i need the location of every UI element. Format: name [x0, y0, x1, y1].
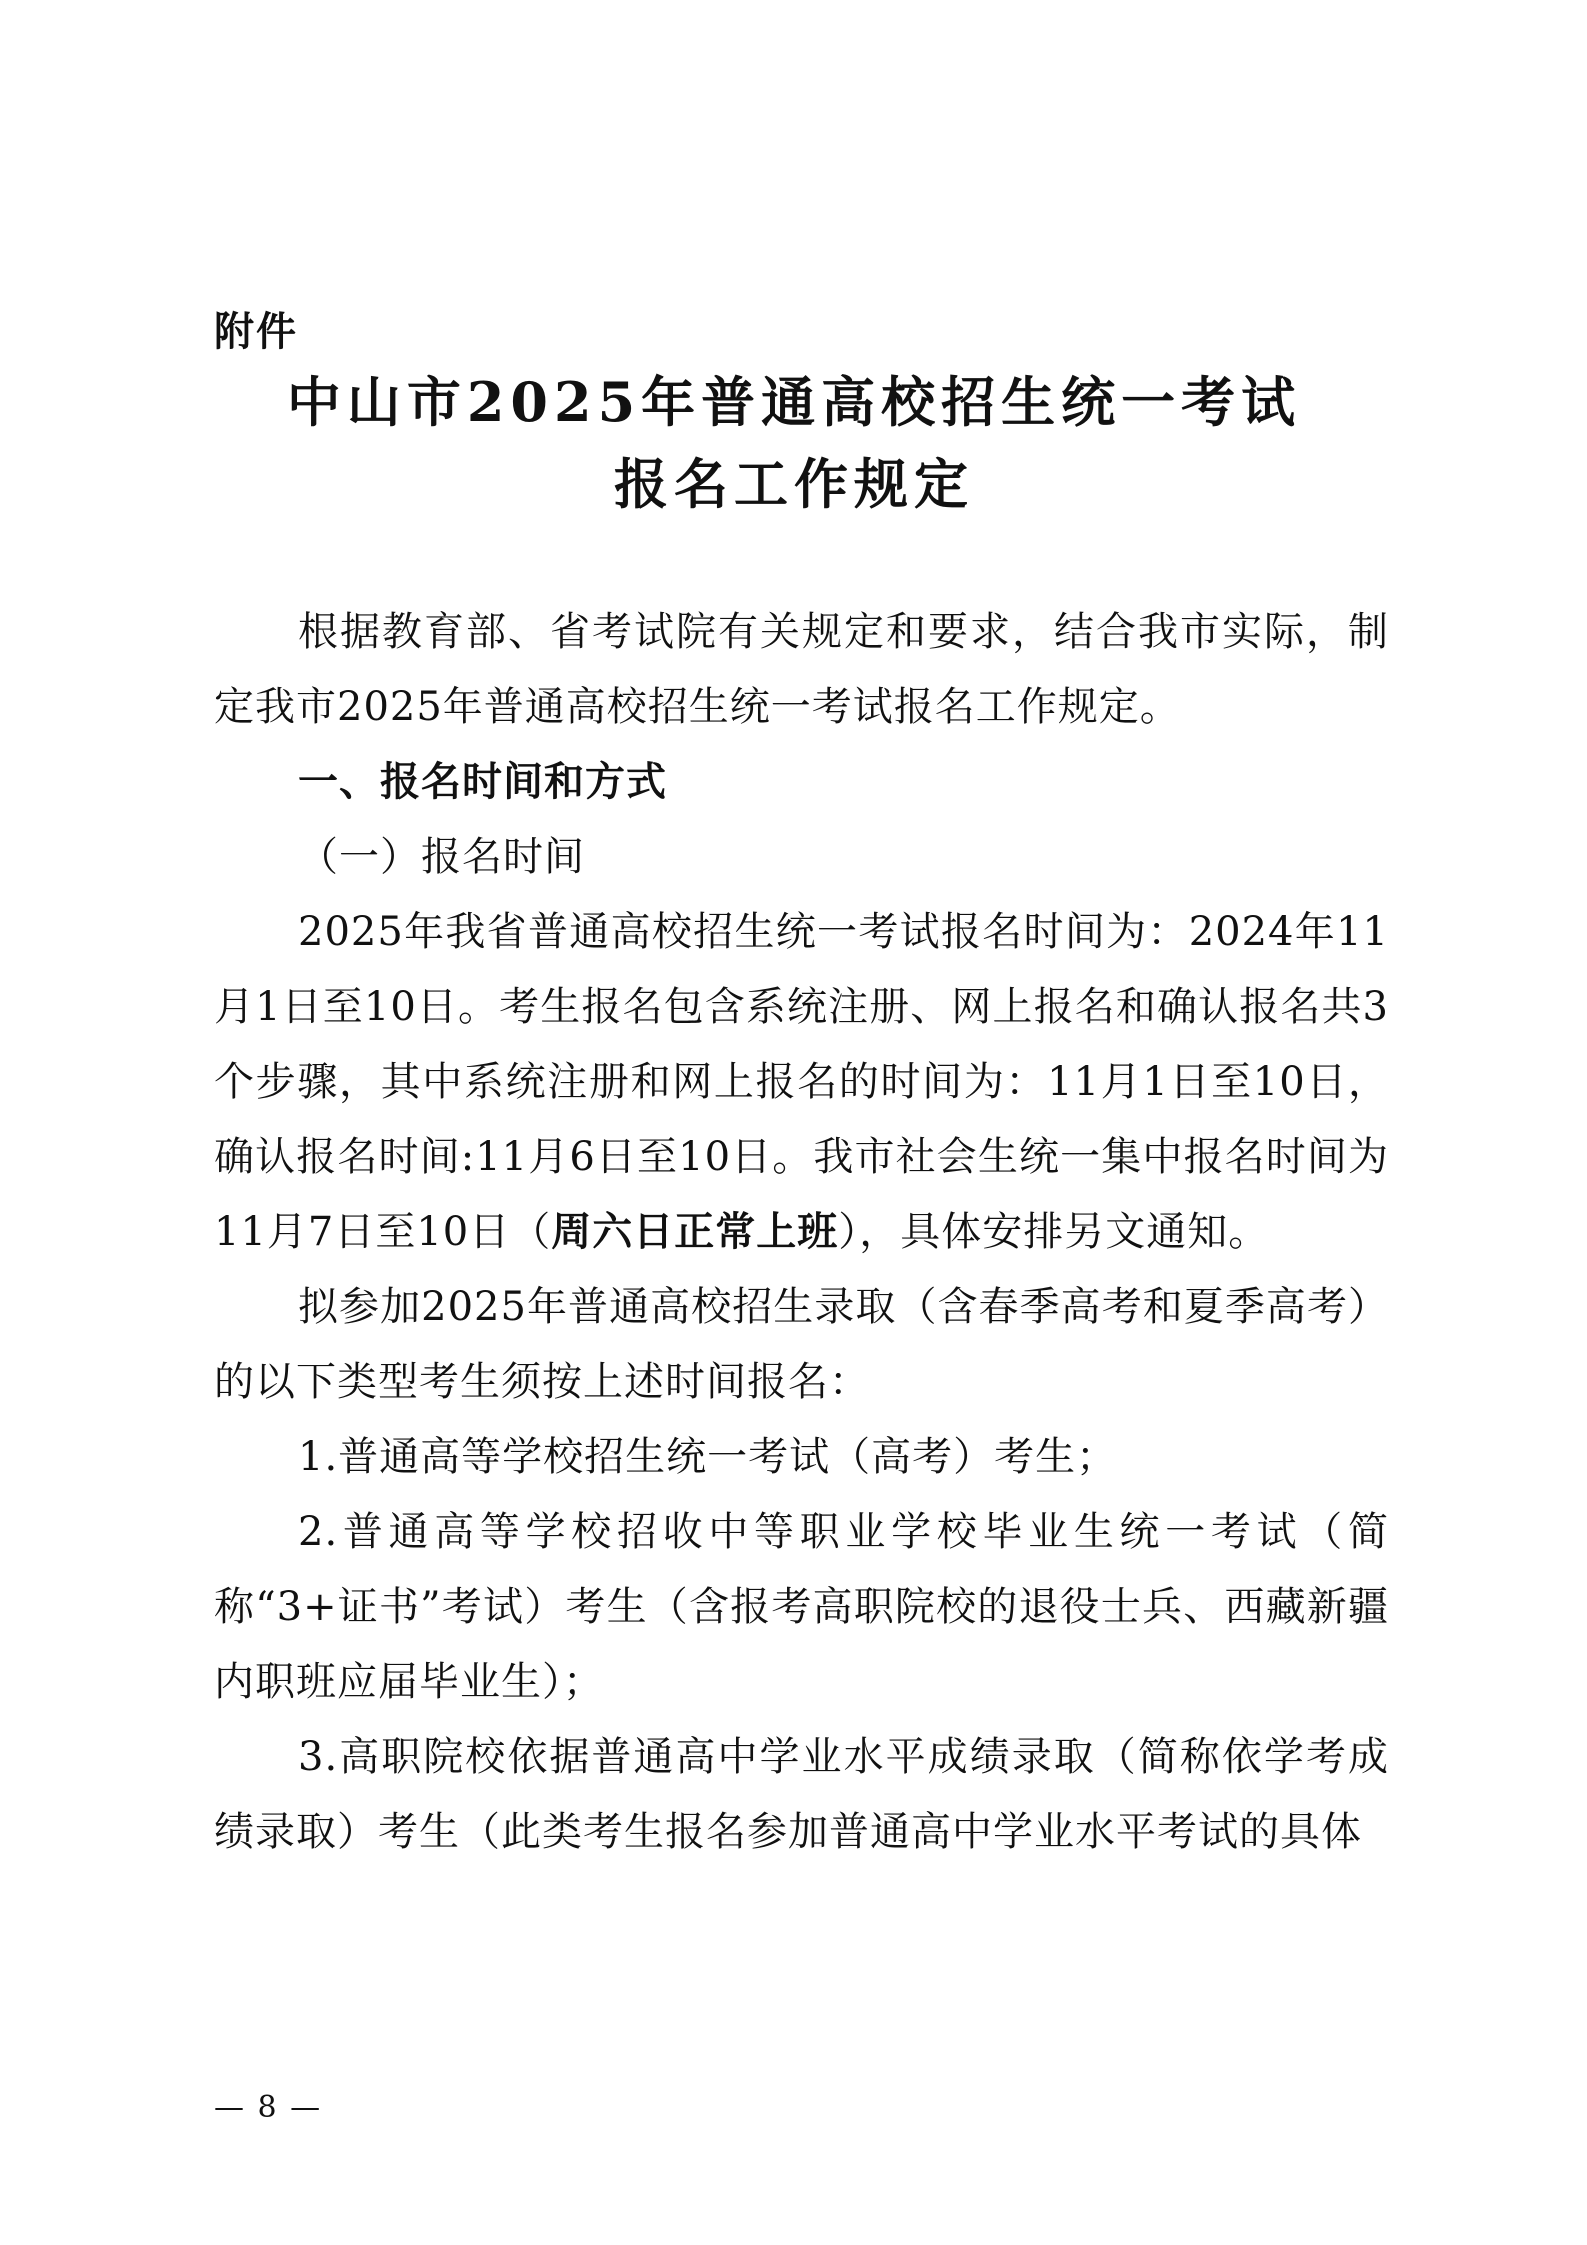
section-heading-1: 一、报名时间和方式: [298, 759, 667, 805]
registration-time-text-a: 2025年我省普通高校招生统一考试报名时间为：2024年11月1日至10日。考生报名包含系统注册、网上报名和确认报名共3个步骤，其中系统注册和网上报名的时间为：11月1日至10日，确认报名时间:11月6日至10日。我市社会生统一集中报名时间为11月7日至10日（: [214, 909, 1389, 1255]
registration-time-paragraph: [214, 895, 1389, 1270]
attachment-label: 附件: [214, 309, 298, 355]
document-body: [214, 595, 1389, 1870]
intro-paragraph: 根据教育部、省考试院有关规定和要求，结合我市实际，制定我市2025年普通高校招生统一考试报名工作规定。: [214, 609, 1389, 730]
page-number: — 8 —: [214, 2090, 323, 2125]
weekend-work-note: 周六日正常上班: [551, 1209, 839, 1255]
subsection-heading-1: （一）报名时间: [298, 834, 585, 880]
list-item-1: 1.普通高等学校招生统一考试（高考）考生；: [298, 1434, 1118, 1480]
registration-time-text-b: ），具体安排另文通知。: [838, 1209, 1270, 1255]
document-title-line-1: 中山市2025年普通高校招生统一考试: [286, 370, 1302, 434]
list-item-2: 2.普通高等学校招收中等职业学校毕业生统一考试（简称“3+证书”考试）考生（含报考高职院校的退役士兵、西藏新疆内职班应届毕业生）；: [214, 1509, 1389, 1705]
list-item-3: 3.高职院校依据普通高中学业水平成绩录取（简称依学考成绩录取）考生（此类考生报名参加普通高中学业水平考试的具体: [214, 1734, 1389, 1855]
document-title-line-2: 报名工作规定: [614, 452, 974, 516]
candidate-types-intro: 拟参加2025年普通高校招生录取（含春季高考和夏季高考）的以下类型考生须按上述时间报名：: [214, 1284, 1389, 1405]
